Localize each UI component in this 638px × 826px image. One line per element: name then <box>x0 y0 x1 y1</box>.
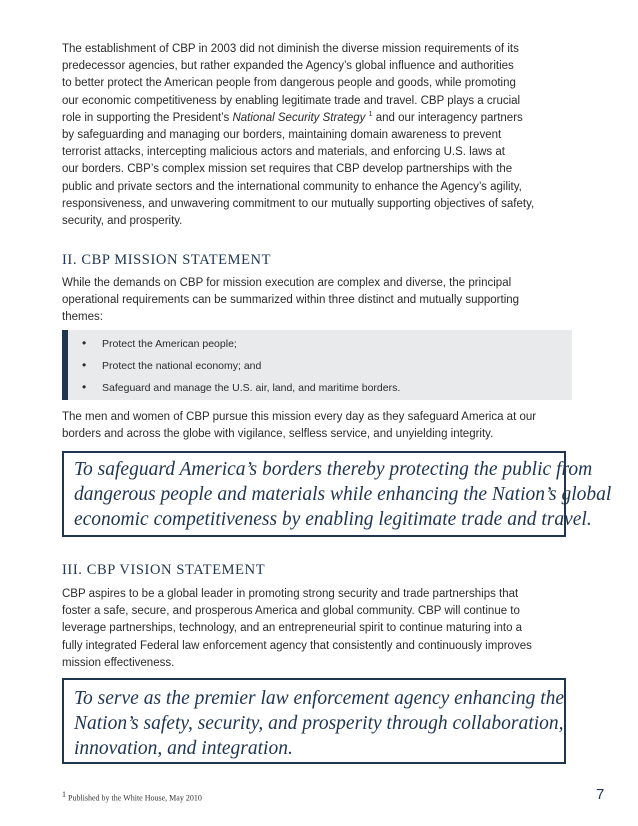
intro-line: our economic competitiveness by enabling legitimate trade and travel. CBP plays a crucial <box>62 94 521 107</box>
vision-line: fully integrated Federal law enforcement agency that consistently and continuously improves <box>62 639 532 652</box>
vision-line: CBP aspires to be a global leader in promoting strong security and trade partnerships that <box>62 588 519 600</box>
mission-quote-line: dangerous people and materials while enhancing the Nation’s global <box>74 484 612 505</box>
bullet-text: Safeguard and manage the U.S. air, land, and maritime borders. <box>102 382 401 394</box>
bullet-icon: • <box>82 358 87 372</box>
vision-statement-quote <box>62 678 566 764</box>
vision-heading <box>62 562 265 579</box>
footnote-ref: 1 <box>368 110 373 118</box>
intro-line: The establishment of CBP in 2003 did not diminish the diverse mission requirements of its <box>62 43 519 55</box>
vision-line: mission effectiveness. <box>62 656 175 669</box>
bullet-icon: • <box>82 380 87 394</box>
intro-line: public and private sectors and the international community to enhance the Agency’s agility, <box>62 180 522 193</box>
intro-line: security, and prosperity. <box>62 215 183 228</box>
intro-line: responsiveness, and unwavering commitment to our mutually supporting objectives of safety, <box>62 197 535 210</box>
intro-line-strategy <box>62 110 534 127</box>
mission-heading <box>62 252 271 269</box>
list-item <box>82 358 261 372</box>
intro-line: predecessor agencies, but rather expanded the Agency’s global influence and authorities <box>62 60 514 73</box>
list-item <box>82 336 237 350</box>
mission-line: operational requirements can be summarized within three distinct and mutually supporting <box>62 294 520 307</box>
intro-line: terrorist attacks, intercepting malicious actors and materials, and enforcing U.S. laws at <box>62 146 505 159</box>
footnote-text: Published by the White House, May 2010 <box>68 793 202 803</box>
footnote <box>62 790 202 803</box>
vision-line: foster a safe, secure, and prosperous America and global community. CBP will continue to <box>62 605 520 618</box>
mission-statement-quote <box>62 451 612 537</box>
mission-quote-line: To safeguard America’s borders thereby protecting the public from <box>74 459 593 480</box>
mission-heading-text: CBP MISSION STATEMENT <box>81 252 272 268</box>
bullet-text: Protect the national economy; and <box>102 360 262 372</box>
mission-line: themes: <box>62 311 103 324</box>
intro-paragraph <box>62 41 534 230</box>
mission-after-line: The men and women of CBP pursue this mission every day as they safeguard America at our <box>62 411 537 423</box>
mission-themes-box <box>62 330 572 400</box>
vision-heading-number: III. <box>62 562 83 578</box>
intro-line: our borders. CBP’s complex mission set requires that CBP develop partnerships with the <box>62 163 513 176</box>
mission-heading-number: II. <box>62 252 78 268</box>
list-item <box>82 380 400 394</box>
mission-after-paragraph <box>62 409 536 443</box>
mission-after-line: borders and across the globe with vigilance, selfless service, and unyielding integrity. <box>62 428 494 441</box>
mission-paragraph <box>62 275 519 327</box>
strategy-title: National Security Strategy <box>232 111 366 124</box>
bullet-text: Protect the American people; <box>102 338 237 350</box>
page-number: 7 <box>596 786 605 803</box>
mission-quote-line: economic competitiveness by enabling legitimate trade and travel. <box>74 509 592 530</box>
mission-line: While the demands on CBP for mission execution are complex and diverse, the principal <box>62 277 512 289</box>
intro-line: to better protect the American people from dangerous people and goods, while promoting <box>62 77 516 90</box>
intro-text: and our interagency partners <box>372 111 523 124</box>
intro-text: role in supporting the President’s <box>62 111 233 124</box>
vision-paragraph <box>62 586 532 672</box>
vision-line: leverage partnerships, technology, and an entrepreneurial spirit to continue maturing into a <box>62 622 523 635</box>
bullet-icon: • <box>82 336 87 350</box>
vision-heading-text: CBP VISION STATEMENT <box>86 562 266 578</box>
vision-quote-line: To serve as the premier law enforcement agency enhancing the <box>74 688 565 709</box>
intro-line: by safeguarding and managing our borders, maintaining domain awareness to prevent <box>62 129 502 142</box>
vision-quote-line: Nation’s safety, security, and prosperity through collaboration, <box>74 713 564 734</box>
footnote-marker: 1 <box>62 790 66 799</box>
vision-quote-line: innovation, and integration. <box>74 738 293 759</box>
